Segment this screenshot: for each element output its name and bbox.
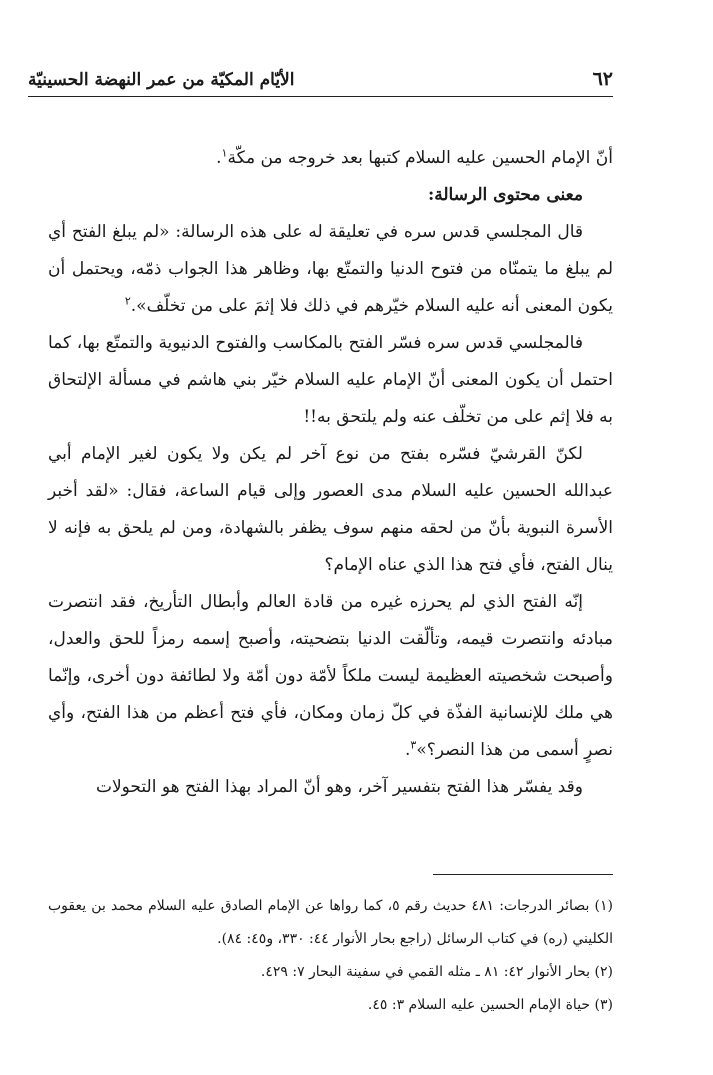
section-heading: معنى محتوى الرسالة: — [427, 185, 583, 205]
footnote: (١) بصائر الدرجات: ٤٨١ حديث رقم ٥، كما رواها عن الإمام الصادق عليه السلام محمد بن يعقوب الكليني (ره) في كتاب الرسائل (راجع بحار الأنوار ٤٤: ٣٣٠، و٤٥: ٨٤). — [48, 898, 613, 947]
footnote: (٣) حياة الإمام الحسين عليه السلام ٣: ٤٥. — [367, 997, 613, 1013]
paragraph: إنّه الفتح الذي لم يحرزه غيره من قادة العالم وأبطال التأريخ، فقد انتصرت مبادئه وانتصرت قيمه، وتألّقت الدنيا بتضحيته، وأصبح إسمه رمزاً للحق والعدل، وأصبحت شخصيته العظيمة ليست ملكاً لأمّة دون أمّة ولا لطائفة دون أخرى، وإنّما هي ملك للإنسانية الفذّة في كلّ زمان ومكان، فأي فتح أعظم من هذا الفتح، وأي نصرٍ أسمى من هذا النصر؟»$^٣$. — [48, 592, 613, 760]
footnote-ref: ١ — [221, 146, 228, 160]
paragraph: فالمجلسي قدس سره فسّر الفتح بالمكاسب والفتوح الدنيوية والتمتّع بها، كما احتمل أن يكون المعنى أنّ الإمام عليه السلام خيّر بني هاشم في مسألة الإلتحاق به فلا إثم على من تخلّف عنه ولم يلتحق به!! — [48, 333, 613, 427]
paragraph-text: إنّه الفتح الذي لم يحرزه غيره من قادة العالم وأبطال التأريخ، فقد انتصرت مبادئه وانتصرت قيمه، وتألّقت الدنيا بتضحيته، وأصبح إسمه رمزاً للحق والعدل، وأصبحت شخصيته العظيمة ليست ملكاً لأمّة دون أمّة ولا لطائفة دون أخرى، وإنّما هي ملك للإنسانية الفذّة في كلّ زمان ومكان، فأي فتح أعظم من هذا الفتح، وأي نصرٍ أسمى من هذا النصر؟» — [48, 592, 613, 760]
page-number: ٦٢ — [592, 68, 613, 90]
running-title: الأيّام المكيّة من عمر النهضة الحسينيّة — [28, 70, 295, 90]
paragraph: وقد يفسّر هذا الفتح بتفسير آخر، وهو أنّ المراد بهذا الفتح هو التحولات — [95, 777, 583, 797]
paragraph: أنّ الإمام الحسين عليه السلام كتبها بعد خروجه من مكّة$^١$. — [216, 146, 613, 168]
footnotes — [48, 890, 613, 1022]
paragraph: لكنّ القرشيّ فسّره بفتح من نوع آخر لم يكن ولا يكون لغير الإمام أبي عبدالله الحسين عليه السلام مدى العصور وإلى قيام الساعة، فقال: «لقد أخبر الأسرة النبوية بأنّ من لحقه منهم سوف يظفر بالشهادة، ومن لم يلحق به فإنه لا ينال الفتح، فأي فتح هذا الذي عناه الإمام؟ — [48, 444, 613, 575]
paragraph — [48, 214, 613, 325]
footnote-ref: ٣ — [410, 738, 417, 752]
main-text — [48, 140, 613, 806]
paragraph-text: قال المجلسي قدس سره في تعليقة له على هذه الرسالة: «لم يبلغ الفتح أي لم يبلغ ما يتمنّاه من فتوح الدنيا والتمتّع بها، وظاهر هذا الجواب ذمّه، ويحتمل أن يكون المعنى أنه عليه السلام خيّرهم في ذلك فلا إثمَ على من تخلّف». — [48, 222, 613, 316]
footnote: (٢) بحار الأنوار ٤٢: ٨١ ـ مثله القمي في سفينة البحار ٧: ٤٢٩. — [260, 964, 613, 980]
paragraph-text: أنّ الإمام الحسين عليه السلام كتبها بعد خروجه من مكّة — [227, 148, 613, 168]
footnote-divider — [433, 874, 613, 875]
footnote-ref: ٢ — [124, 294, 131, 308]
running-header — [28, 66, 613, 97]
